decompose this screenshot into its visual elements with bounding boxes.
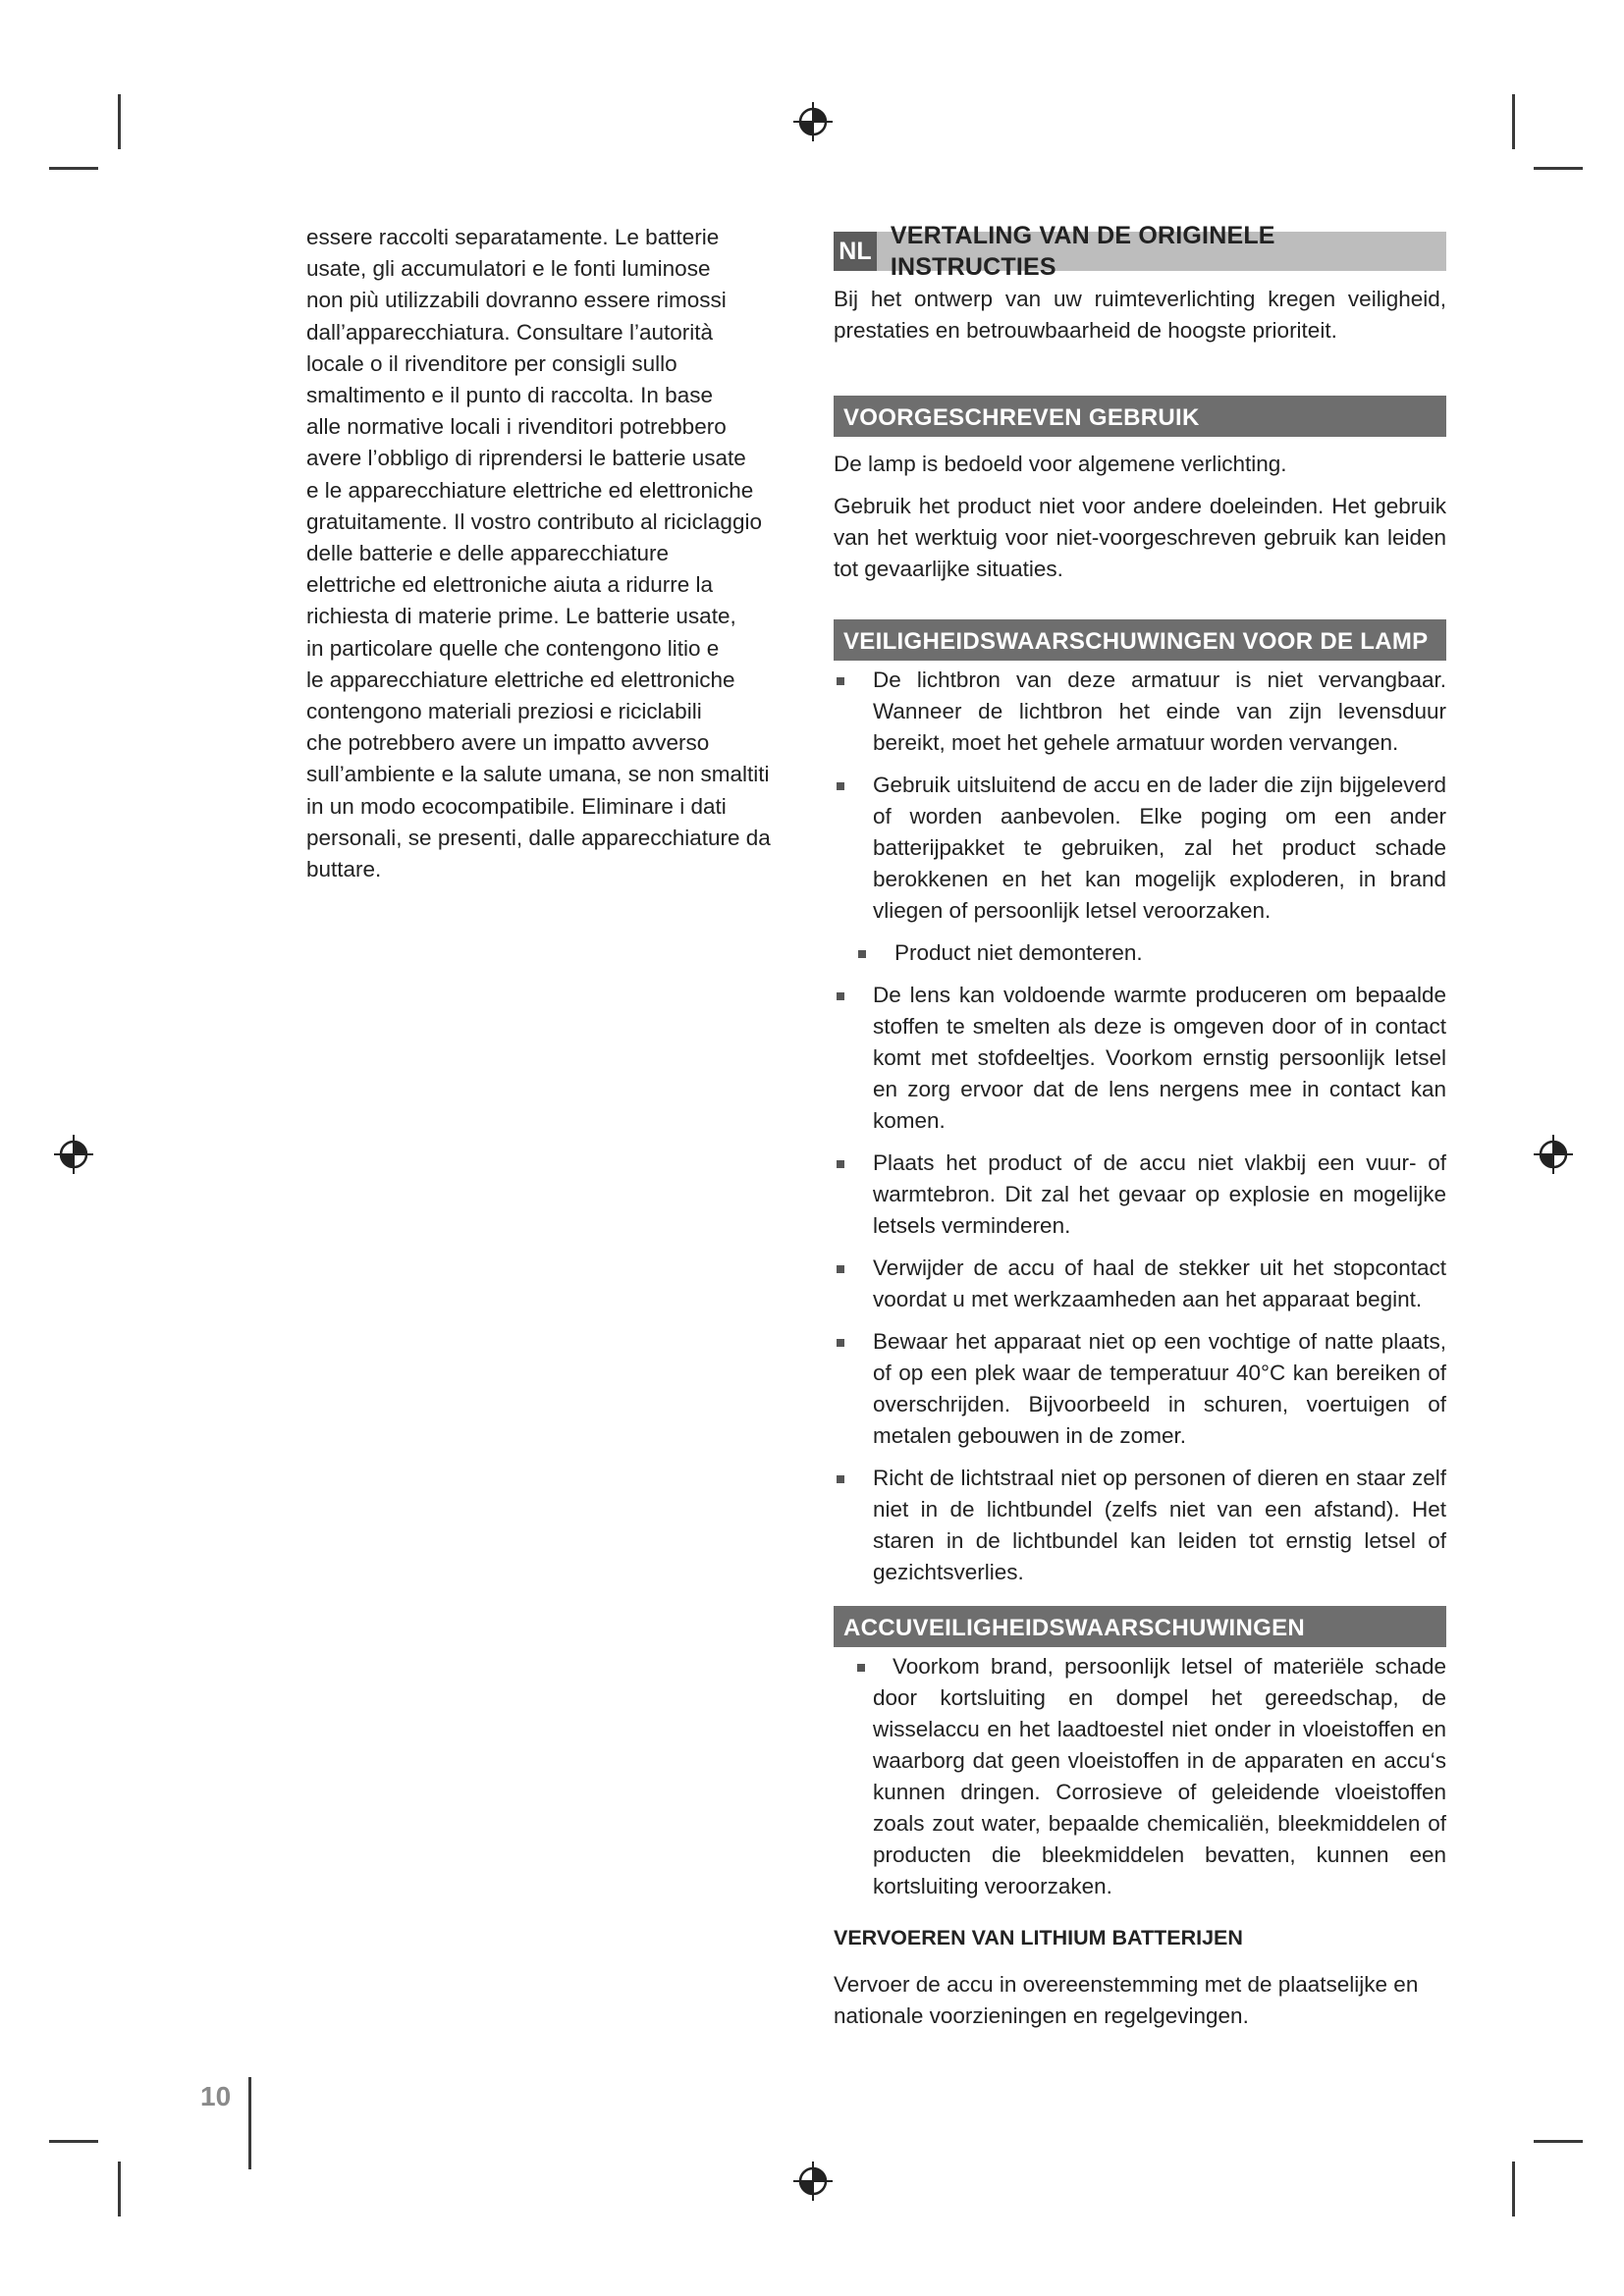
registration-mark-icon [793,2162,833,2201]
subheading-transport: VERVOEREN VAN LITHIUM BATTERIJEN [834,1926,1243,1949]
text-line: contengono materiali preziosi e riciclabili [306,699,702,724]
intro-paragraph: Bij het ontwerp van uw ruimteverlichting kregen veiligheid, prestaties en betrouwbaarheid de hoogste prioriteit. [834,287,1446,343]
text-line: in particolare quelle che contengono litio e [306,635,720,661]
bullet-square-icon [857,1664,865,1672]
registration-mark-icon [793,102,833,141]
registration-mark-icon [54,1135,93,1174]
bullet-square-icon [837,1339,844,1347]
list-item: Bewaar het apparaat niet op een vochtige of natte plaats, of op een plek waar de temperatuur 40°C kan bereiken of overschrijden. Bijvoorbeeld in schuren, voertuigen of metalen gebouwen in de zomer. [834,1326,1446,1452]
section-heading-lamp-safety: VEILIGHEIDSWAARSCHUWINGEN VOOR DE LAMP [834,619,1446,661]
right-column [834,222,1446,2032]
page-number: 10 [200,2081,232,2111]
page-number-rule [248,2077,251,2169]
bullet-square-icon [837,677,844,685]
list-item: De lens kan voldoende warmte produceren om bepaalde stoffen te smelten als deze is omgeven door of in contact komt met stofdeeltjes. Voorkom ernstig persoonlijk letsel en zorg ervoor dat de lens nergens mee in contact kan komen. [834,980,1446,1137]
crop-mark [1512,94,1515,149]
text-line: usate, gli accumulatori e le fonti luminose [306,256,711,282]
text-line: in un modo ecocompatibile. Eliminare i dati [306,793,727,819]
crop-mark [1512,2162,1515,2216]
crop-mark [1534,2140,1583,2143]
list-item: Plaats het product of de accu niet vlakbij een vuur- of warmtebron. Dit zal het gevaar op explosie en mogelijke letsels verminderen. [834,1148,1446,1242]
text-line: alle normative locali i rivenditori potrebbero [306,414,727,440]
intended-use-paragraph: Gebruik het product niet voor andere doeleinden. Het gebruik van het werktuig voor niet-voorgeschreven gebruik kan leiden tot gevaarlijke situaties. [834,494,1446,581]
text-line: smaltimento e il punto di raccolta. In base [306,383,713,408]
list-item: Product niet demonteren. [834,937,1446,969]
text-line: delle batterie e delle apparecchiature [306,541,669,566]
bullet-square-icon [837,1265,844,1273]
text-line: essere raccolti separatamente. Le batterie [306,225,720,249]
bullet-square-icon [837,1475,844,1483]
section-heading-battery-safety: ACCUVEILIGHEIDSWAARSCHUWINGEN [834,1606,1446,1647]
crop-mark [118,94,121,149]
lamp-safety-list [834,665,1446,1588]
text-line: dall’apparecchiatura. Consultare l’autorità [306,319,713,345]
bullet-square-icon [858,950,866,958]
bullet-square-icon [837,992,844,1000]
text-line: che potrebbero avere un impatto avverso [306,730,710,756]
intended-use-paragraph: De lamp is bedoeld voor algemene verlichting. [834,452,1287,476]
list-item: De lichtbron van deze armatuur is niet vervangbaar. Wanneer de lichtbron het einde van zijn levensduur bereikt, moet het gehele armatuur worden vervangen. [834,665,1446,759]
left-column-text [306,222,805,885]
text-line: locale o il rivenditore per consigli sullo [306,350,677,376]
document-title-bar [834,222,1446,281]
text-line: e le apparecchiature elettriche ed elettroniche [306,477,754,503]
text-line: buttare. [306,857,382,882]
crop-mark [49,2140,98,2143]
text-line: non più utilizzabili dovranno essere rimossi [306,288,727,313]
text-line: sull’ambiente e la salute umana, se non smaltiti [306,762,770,787]
text-line: richiesta di materie prime. Le batterie usate, [306,604,736,629]
transport-paragraph: Vervoer de accu in overeenstemming met de plaatselijke en nationale voorzieningen en regelgevingen. [834,1972,1419,2028]
bullet-square-icon [837,1160,844,1168]
list-item: Verwijder de accu of haal de stekker uit het stopcontact voordat u met werkzaamheden aan het apparaat begint. [834,1253,1446,1315]
crop-mark [49,167,98,170]
text-line: elettriche ed elettroniche aiuta a ridurre la [306,572,713,598]
bullet-square-icon [837,782,844,790]
language-badge: NL [834,232,877,271]
text-line: personali, se presenti, dalle apparecchiature da [306,825,771,850]
registration-mark-icon [1534,1135,1573,1174]
list-item: Voorkom brand, persoonlijk letsel of materiële schade door kortsluiting en dompel het gereedschap, de wisselaccu en het laadtoestel niet onder in vloeistoffen en waarborg dat geen vloeistoffen in de apparaten en accu‘s kunnen dringen. Corrosieve of geleidende vloeistoffen zoals zout water, bepaalde chemicaliën, bleekmiddelen of producten die bleekmiddelen bevatten, kunnen een kortsluiting veroorzaken. [834,1651,1446,1902]
text-line: avere l’obbligo di riprendersi le batterie usate [306,446,746,471]
crop-mark [118,2162,121,2216]
section-heading-intended-use: VOORGESCHREVEN GEBRUIK [834,396,1446,437]
text-line: gratuitamente. Il vostro contributo al riciclaggio [306,508,762,534]
list-item: Gebruik uitsluitend de accu en de lader die zijn bijgeleverd of worden aanbevolen. Elke poging om een ander batterijpakket te gebruiken, zal het product schade berokkenen en het kan mogelijk exploderen, in brand vliegen of persoonlijk letsel veroorzaken. [834,770,1446,927]
list-item: Richt de lichtstraal niet op personen of dieren en staar zelf niet in de lichtbundel (zelfs niet van een afstand). Het staren in de lichtbundel kan leiden tot ernstig letsel of gezichtsverlies. [834,1463,1446,1588]
text-line: le apparecchiature elettriche ed elettroniche [306,667,735,692]
crop-mark [1534,167,1583,170]
document-title: VERTALING VAN DE ORIGINELE INSTRUCTIES [890,222,1275,281]
